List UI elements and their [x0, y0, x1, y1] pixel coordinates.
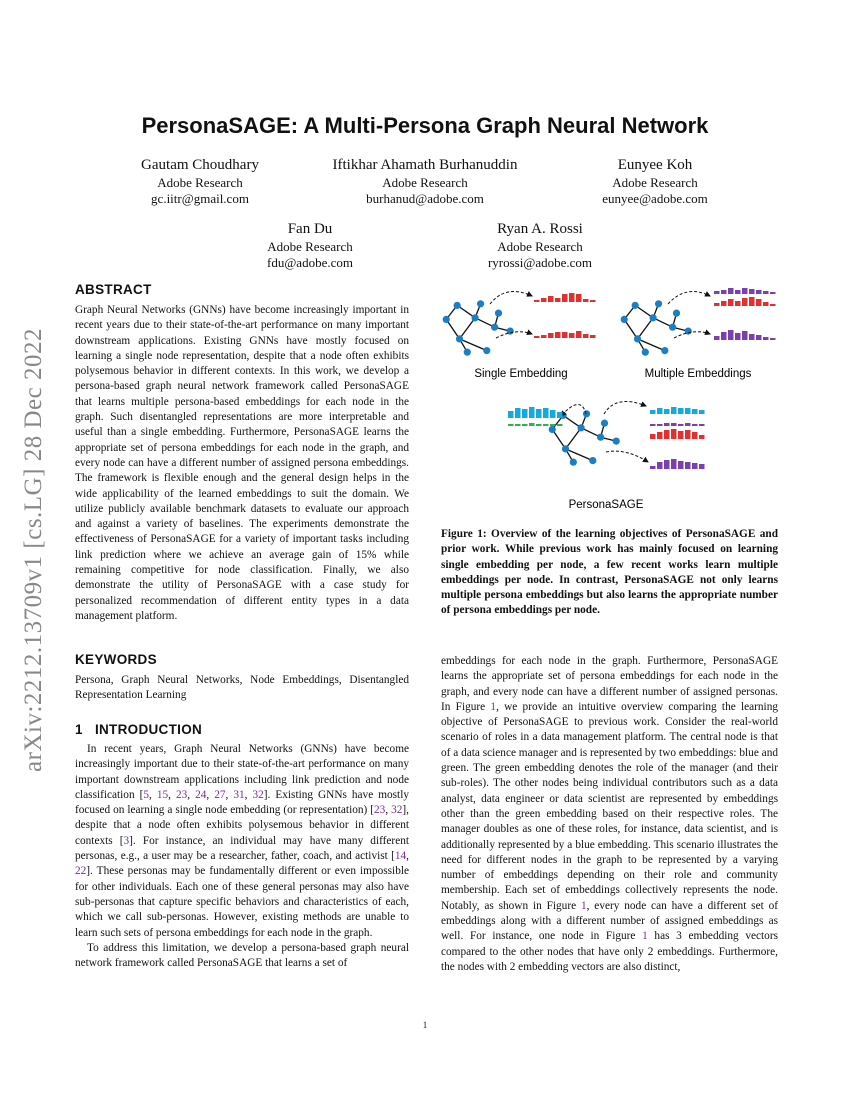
embedding-bar	[685, 423, 691, 426]
embedding-bar	[678, 431, 684, 439]
embedding-bar	[569, 293, 575, 302]
graph-node	[454, 302, 461, 309]
citation-link[interactable]: 32	[252, 788, 264, 801]
citation-link[interactable]: 32	[391, 804, 403, 817]
graph-node	[491, 324, 498, 331]
embedding-bar	[671, 407, 677, 414]
graph-node	[589, 457, 596, 464]
embedding-bar	[576, 331, 582, 338]
graph-node	[621, 316, 628, 323]
embedding-bar	[678, 408, 684, 414]
citation-link[interactable]: 24	[195, 788, 207, 801]
graph-node	[549, 426, 556, 433]
embedding-bar	[692, 463, 698, 469]
embedding-bar	[650, 424, 656, 426]
graph-node	[477, 300, 484, 307]
keywords-heading: KEYWORDS	[75, 652, 157, 667]
keywords-text: Persona, Graph Neural Networks, Node Embeddings, Disentangled Representation Learning	[75, 674, 409, 702]
embedding-bar	[678, 424, 684, 426]
page-number: 1	[422, 1020, 428, 1030]
label-single-embedding: Single Embedding	[474, 368, 568, 380]
embedding-bar	[569, 333, 575, 338]
embedding-bar	[749, 289, 755, 294]
figure-ref-link[interactable]: 1	[642, 930, 648, 943]
embedding-bar	[714, 336, 720, 340]
graph-edge	[566, 428, 582, 449]
arrow-connector	[606, 451, 648, 462]
embedding-bar	[685, 462, 691, 469]
embedding-bar	[543, 408, 549, 418]
embedding-bar	[714, 291, 720, 294]
embedding-bar	[763, 302, 769, 306]
graph-node	[632, 302, 639, 309]
graph-node	[634, 335, 641, 342]
abstract-heading: ABSTRACT	[75, 282, 152, 297]
introduction-text-column-2: embeddings for each node in the graph. Furthermore, PersonaSAGE learns the appropriate set of persona embeddings for each node in the graph, and every node can have a different number of assigned personas. In Figure 1, we provide an intuitive overview comparing the learning objective of PersonaSAGE to previous work. Consider the real-world scenario of roles in a data management platform. The central node is that of a data science manager and is represented by two embeddings: blue and green. The green embedding denotes the role of the manager (and their sub-roles). The other nodes being individual contributors such as a data analyst, data engineer or data scientist are represented by embeddings other than the green embedding based on their respective roles. The manager doubles as one of these roles, for instance, data scientist, and is additionally represented by a blue embedding. This scenario illustrates the need for different nodes in the graph to be represented by a varying number of embeddings depending on their role and community membership. Each set of embeddings collectively represents the node. Notably, as shown in Figure 1, every node can have a different set of embeddings along with a different number of assigned embeddings as well. For instance, one node in Figure 1 has 3 embedding vectors compared to the other nodes that have only 2 embeddings. Furthermore, the nodes with 2 embedding vectors are also distinct,	[441, 655, 778, 973]
embedding-bar	[522, 409, 528, 418]
graph-node	[642, 349, 649, 356]
embedding-bar	[583, 299, 589, 302]
embedding-bar	[543, 424, 549, 426]
figure-1	[436, 282, 782, 514]
graph-edge	[460, 318, 476, 339]
figure-ref-link[interactable]: 1	[490, 700, 497, 713]
embedding-bar	[508, 411, 514, 418]
introduction-heading: 1 INTRODUCTION	[75, 722, 203, 737]
embedding-bar	[749, 297, 755, 306]
embedding-bar	[534, 336, 540, 338]
embedding-bar	[699, 424, 705, 426]
citation-link[interactable]: 23	[175, 788, 188, 801]
embedding-bar	[657, 424, 663, 426]
label-personasage: PersonaSAGE	[568, 499, 644, 511]
embedding-bar	[735, 333, 741, 340]
embedding-bar	[699, 410, 705, 414]
author-email: gc.iitr@gmail.com	[151, 191, 249, 206]
embedding-bar	[557, 412, 563, 418]
embedding-bar	[685, 408, 691, 414]
abstract-text: Graph Neural Networks (GNNs) have become increasingly important in recent years due to their state-of-the-art performance on many important downstream applications. Existing GNNs have mostly focused on learning a single node representation, despite that a node often exhibits polysemous behavior in different contexts. In this work, we develop a persona-based graph neural network framework called PersonaSAGE that learns multiple persona-based embeddings for each node in the graph. Such disentangled representations are more interpretable and useful than a single embedding. Furthermore, PersonaSAGE learns the appropriate set of persona embeddings for each node in the graph, and every node can have a different number of assigned persona embeddings. The framework is flexible enough and the general design helps in the wide applicability of the learned embeddings to suit the domain. We utilize publicly available benchmark datasets to evaluate our approach and against a variety of baselines. The experiments demonstrate the effectiveness of PersonaSAGE for a variety of important tasks including link prediction where we achieve an average gain of 15% while remaining competitive for node classification. Finally, we also demonstrate the utility of PersonaSAGE with a case study for personalized recommendation of different entity types in a data management platform.	[75, 304, 409, 622]
author-email: ryrossi@adobe.com	[487, 255, 593, 270]
figure-ref-link[interactable]: 1	[580, 899, 587, 912]
embedding-bar	[742, 331, 748, 340]
embedding-bar	[692, 432, 698, 439]
embedding-bar	[515, 424, 521, 426]
embedding-bar	[657, 432, 663, 439]
graph-node	[661, 347, 668, 354]
embedding-bar	[728, 288, 734, 294]
author-block	[240, 219, 380, 271]
embedding-bar	[555, 298, 561, 302]
graph-node	[583, 410, 590, 417]
embedding-bar	[590, 335, 596, 338]
embedding-bar	[550, 424, 556, 426]
citation-link[interactable]: 23	[374, 804, 386, 817]
citation-link[interactable]: 27	[214, 788, 226, 801]
citation-link[interactable]: 5	[143, 788, 150, 801]
graph-node	[562, 445, 569, 452]
embedding-bar	[664, 460, 670, 469]
graph-node	[456, 335, 463, 342]
embedding-bar	[664, 430, 670, 439]
embedding-bar	[557, 424, 563, 426]
embedding-bar	[541, 298, 547, 302]
author-name: Eunyee Koh	[617, 157, 693, 173]
embedding-bar	[664, 423, 670, 426]
embedding-bar	[678, 461, 684, 469]
embedding-bar	[522, 424, 528, 426]
embedding-bar	[685, 430, 691, 439]
graph-node	[655, 300, 662, 307]
embedding-bar	[735, 301, 741, 306]
embedding-bar	[721, 290, 727, 294]
embedding-bar	[548, 333, 554, 338]
embedding-bar	[721, 332, 727, 340]
embedding-bar	[657, 462, 663, 469]
embedding-bar	[508, 424, 514, 426]
embedding-bar	[515, 408, 521, 418]
embedding-bar	[583, 334, 589, 338]
author-block	[455, 219, 625, 271]
embedding-bar	[763, 291, 769, 294]
graph-node	[443, 316, 450, 323]
author-block	[570, 155, 740, 207]
embedding-bar	[562, 332, 568, 338]
embedding-bar	[692, 424, 698, 426]
embedding-bar	[550, 410, 556, 418]
citation-link[interactable]: 22	[75, 865, 87, 878]
author-name: Fan Du	[287, 221, 333, 237]
author-affiliation: Adobe Research	[612, 175, 698, 190]
embedding-bar	[650, 410, 656, 414]
graph-edge	[638, 318, 654, 339]
embedding-bar	[664, 409, 670, 414]
author-block	[300, 155, 550, 207]
embedding-bar	[576, 294, 582, 302]
intro-paragraph-2: To address this limitation, we develop a persona-based graph neural network framework called PersonaSAGE that learns a set of	[75, 941, 409, 970]
embedding-bar	[728, 299, 734, 306]
graph-node	[472, 314, 479, 321]
author-email: fdu@adobe.com	[267, 255, 353, 270]
embedding-bar	[756, 299, 762, 306]
author-affiliation: Adobe Research	[497, 239, 583, 254]
graph-node	[669, 324, 676, 331]
figure-caption: Figure 1: Overview of the learning objectives of PersonaSAGE and prior work. While previous work has mainly focused on learning single embedding per node, a few recent works learn multiple embeddings per node. In contrast, PersonaSAGE not only learns multiple persona embeddings but also learns the appropriate number of persona embeddings per node.	[441, 528, 778, 617]
citation-link[interactable]: 14	[394, 850, 407, 863]
graph-node	[601, 420, 608, 427]
author-affiliation: Adobe Research	[382, 175, 468, 190]
paper-title: PersonaSAGE: A Multi-Persona Graph Neural Network	[141, 113, 709, 138]
embedding-bar	[671, 429, 677, 439]
embedding-bar	[671, 459, 677, 469]
embedding-bar	[536, 409, 542, 418]
embedding-bar	[650, 434, 656, 439]
embedding-bar	[742, 288, 748, 294]
embedding-bar	[770, 292, 776, 294]
author-name: Gautam Choudhary	[141, 157, 259, 173]
embedding-bar	[562, 294, 568, 302]
citation-link[interactable]: 3	[123, 834, 130, 847]
author-affiliation: Adobe Research	[267, 239, 353, 254]
author-affiliation: Adobe Research	[157, 175, 243, 190]
graph-node	[650, 314, 657, 321]
embedding-bar	[555, 332, 561, 338]
author-email: burhanud@adobe.com	[366, 191, 484, 206]
graph-node	[464, 349, 471, 356]
graph-node	[483, 347, 490, 354]
author-block	[110, 155, 290, 207]
graph-node	[613, 438, 620, 445]
author-name: Ryan A. Rossi	[497, 221, 583, 237]
graph-node	[597, 434, 604, 441]
graph-node	[673, 310, 680, 317]
embedding-bar	[541, 335, 547, 338]
citation-link[interactable]: 31	[233, 788, 245, 801]
embedding-bar	[536, 424, 542, 426]
embedding-bar	[756, 290, 762, 294]
embedding-bar	[728, 330, 734, 340]
citation-link[interactable]: 15	[156, 788, 169, 801]
arrow-connector	[668, 292, 710, 305]
arxiv-stamp: arXiv:2212.13709v1 [cs.LG] 28 Dec 2022	[20, 328, 47, 772]
arrow-connector	[496, 332, 532, 338]
embedding-bar	[671, 423, 677, 426]
author-email: eunyee@adobe.com	[602, 191, 708, 206]
embedding-bar	[590, 300, 596, 302]
embedding-bar	[756, 335, 762, 340]
embedding-bar	[692, 409, 698, 414]
embedding-bar	[742, 298, 748, 306]
embedding-bar	[529, 423, 535, 426]
embedding-bar	[735, 290, 741, 294]
author-name: Iftikhar Ahamath Burhanuddin	[332, 157, 518, 173]
embedding-bar	[534, 300, 540, 302]
embedding-bar	[770, 304, 776, 306]
graph-node	[578, 424, 585, 431]
embedding-bar	[714, 303, 720, 306]
arrow-connector	[604, 402, 646, 415]
embedding-bar	[548, 296, 554, 302]
arrow-connector	[490, 292, 532, 305]
embedding-bar	[529, 407, 535, 418]
introduction-text	[75, 742, 409, 971]
arrow-connector	[674, 332, 710, 338]
embedding-bar	[699, 435, 705, 439]
intro-paragraph-1: In recent years, Graph Neural Networks (GNNs) have become increasingly important due to their state-of-the-art performance on many important downstream applications including link prediction and node classification [5, 15, 23, 24, 27, 31, 32]. Existing GNNs have mostly focused on learning a single node embedding (or representation) [23, 32], despite that a node often exhibits polysemous behavior in different contexts [3]. For instance, an individual may have many different personas, e.g., a user may be a researcher, father, coach, and activist [14, 22]. These personas may be fundamentally different or even impossible for other individuals. Each one of these general personas may also have sub-personas that capture specific behaviors and characteristics of each, which we call sub-personas. However, existing methods are unable to learn such sets of persona embeddings for each node in the graph.	[75, 743, 409, 939]
label-multiple-embeddings: Multiple Embeddings	[644, 368, 752, 380]
graph-node	[570, 459, 577, 466]
embedding-bar	[770, 338, 776, 340]
embedding-bar	[763, 337, 769, 340]
embedding-bar	[699, 464, 705, 469]
embedding-bar	[650, 466, 656, 469]
embedding-bar	[657, 408, 663, 414]
embedding-bar	[749, 334, 755, 340]
embedding-bar	[721, 301, 727, 306]
graph-node	[495, 310, 502, 317]
